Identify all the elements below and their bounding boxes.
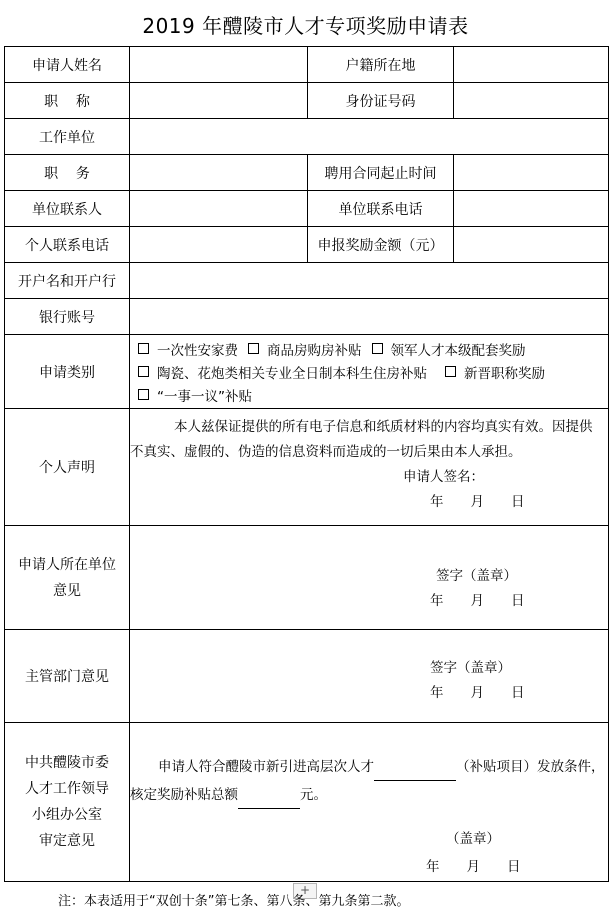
label-unit-opinion: 申请人所在单位 意见 (5, 526, 130, 630)
table-row (5, 227, 609, 263)
table-row (5, 299, 609, 335)
committee-seal-label: （盖章） (446, 831, 500, 847)
declaration-date: 年 月 日 (430, 494, 525, 510)
footnote: 注：本表适用于“双创十条”第七条、第八条、第九条第二款。 (58, 894, 410, 909)
add-row-button[interactable]: + (293, 883, 317, 899)
label-employer: 工作单位 (5, 119, 130, 155)
field-id-number[interactable] (454, 83, 609, 119)
checkbox-icon[interactable] (248, 343, 259, 354)
category-option[interactable]: “一事一议”补贴 (138, 385, 252, 405)
label-dept-opinion: 主管部门意见 (5, 630, 130, 723)
label-hukou: 户籍所在地 (308, 47, 454, 83)
committee-opinion-cell (130, 723, 609, 882)
field-contract-period[interactable] (454, 155, 609, 191)
table-row (5, 155, 609, 191)
label-unit-phone: 单位联系电话 (308, 191, 454, 227)
table-row (5, 47, 609, 83)
project-blank[interactable] (374, 765, 456, 781)
label-account-number: 银行账号 (5, 299, 130, 335)
table-row (5, 83, 609, 119)
label-category: 申请类别 (5, 335, 130, 409)
label-position: 职 务 (5, 155, 130, 191)
category-option[interactable]: 一次性安家费 (138, 339, 238, 359)
table-row (5, 263, 609, 299)
label-unit-contact: 单位联系人 (5, 191, 130, 227)
table-row (5, 335, 609, 409)
applicant-signature-label: 申请人签名： (403, 469, 484, 485)
dept-opinion-date: 年 月 日 (430, 685, 525, 701)
label-id-number: 身份证号码 (308, 83, 454, 119)
amount-blank[interactable] (238, 793, 300, 809)
dept-opinion-cell[interactable] (130, 630, 609, 723)
committee-text: 申请人符合醴陵市新引进高层次人才 (158, 759, 374, 775)
category-option[interactable]: 领军人才本级配套奖励 (372, 339, 526, 359)
field-position[interactable] (130, 155, 308, 191)
label-award-amount: 申报奖励金额（元） (308, 227, 454, 263)
field-title-rank[interactable] (130, 83, 308, 119)
checkbox-icon[interactable] (445, 366, 456, 377)
category-option[interactable]: 商品房购房补贴 (248, 339, 362, 359)
unit-opinion-date: 年 月 日 (430, 592, 525, 609)
label-applicant-name: 申请人姓名 (5, 47, 130, 83)
field-hukou[interactable] (454, 47, 609, 83)
field-award-amount[interactable] (454, 227, 609, 263)
table-row (5, 723, 609, 882)
checkbox-icon[interactable] (138, 343, 149, 354)
label-declaration: 个人声明 (5, 409, 130, 526)
committee-text: 核定奖励补贴总额 (130, 787, 238, 803)
table-row (5, 630, 609, 723)
application-form-table (4, 46, 609, 882)
category-options (130, 335, 609, 409)
committee-date: 年 月 日 (426, 859, 521, 875)
declaration-text: 本人兹保证提供的所有电子信息和纸质材料的内容均真实有效。因提供 (174, 419, 593, 435)
label-contract-period: 聘用合同起止时间 (308, 155, 454, 191)
label-title-rank: 职 称 (5, 83, 130, 119)
field-unit-phone[interactable] (454, 191, 609, 227)
label-committee-opinion: 中共醴陵市委 人才工作领导 小组办公室 审定意见 (5, 723, 130, 882)
unit-sign-label: 签字（盖章） (436, 567, 517, 584)
committee-text: 元。 (300, 787, 327, 803)
committee-text: （补贴项目）发放条件， (456, 759, 605, 775)
form-title: 2019 年醴陵市人才专项奖励申请表 (142, 14, 469, 38)
unit-opinion-cell[interactable] (130, 526, 609, 630)
checkbox-icon[interactable] (138, 366, 149, 377)
label-account-name-bank: 开户名和开户行 (5, 263, 130, 299)
label-personal-phone: 个人联系电话 (5, 227, 130, 263)
field-employer[interactable] (130, 119, 609, 155)
field-applicant-name[interactable] (130, 47, 308, 83)
field-account-name-bank[interactable] (130, 263, 609, 299)
field-account-number[interactable] (130, 299, 609, 335)
field-unit-contact[interactable] (130, 191, 308, 227)
field-personal-phone[interactable] (130, 227, 308, 263)
table-row (5, 526, 609, 630)
declaration-cell (130, 409, 609, 526)
category-option[interactable]: 陶瓷、花炮类相关专业全日制本科生住房补贴 (138, 362, 427, 382)
checkbox-icon[interactable] (138, 389, 149, 400)
table-row (5, 191, 609, 227)
checkbox-icon[interactable] (372, 343, 383, 354)
declaration-text: 不真实、虚假的、伪造的信息资料而造成的一切后果由本人承担。 (130, 444, 522, 460)
table-row (5, 409, 609, 526)
dept-sign-label: 签字（盖章） (430, 660, 511, 676)
table-row (5, 119, 609, 155)
category-option[interactable]: 新晋职称奖励 (445, 362, 545, 382)
